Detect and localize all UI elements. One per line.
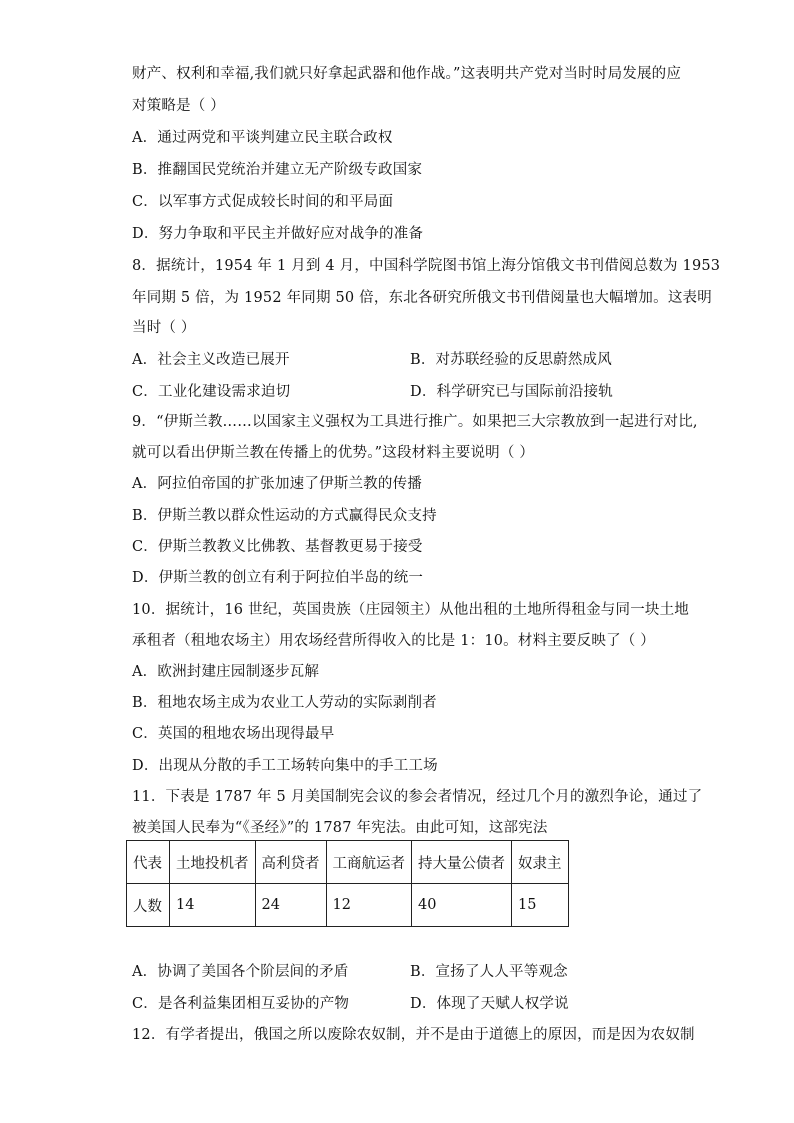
table-cell: 工商航运者 [326,841,412,884]
q11-stem-line-1: 11．下表是 1787 年 5 月美国制宪会议的参会者情况，经过几个月的激烈争论，通过了 [132,789,703,805]
q7-option-b: B．推翻国民党统治并建立无产阶级专政国家 [132,162,423,178]
q8-option-a: A．社会主义改造已展开 [132,352,290,368]
q10-stem-line-2: 承租者（租地农场主）用农场经营所得收入的比是 1：10。材料主要反映了（ ） [132,633,655,649]
q10-stem-line-1: 10．据统计，16 世纪，英国贵族（庄园领主）从他出租的土地所得租金与同一块土地 [132,602,690,618]
table-cell: 24 [255,884,326,927]
q9-option-a: A．阿拉伯帝国的扩张加速了伊斯兰教的传播 [132,476,422,492]
q7-stem-line-1: 财产、权利和幸福,我们就只好拿起武器和他作战。”这表明共产党对当时时局发展的应 [132,66,682,82]
q11-option-d: D．体现了天赋人权学说 [410,996,569,1012]
q9-option-d: D．伊斯兰教的创立有利于阿拉伯半岛的统一 [132,570,424,586]
q8-stem-line-1: 8．据统计，1954 年 1 月到 4 月，中国科学院图书馆上海分馆俄文书刊借阅总数为 1953 [132,258,721,274]
q7-option-d: D．努力争取和平民主并做好应对战争的准备 [132,226,424,242]
q10-option-d: D．出现从分散的手工工场转向集中的手工工场 [132,758,438,774]
table-cell: 15 [512,884,569,927]
table-cell: 12 [326,884,412,927]
table-cell: 土地投机者 [170,841,256,884]
table-cell: 14 [170,884,256,927]
table-cell: 代表 [127,841,170,884]
q7-option-c: C．以军事方式促成较长时间的和平局面 [132,194,394,210]
table-row-counts [127,884,569,927]
q11-option-b: B．宣扬了人人平等观念 [410,964,568,980]
q12-stem-line-1: 12．有学者提出，俄国之所以废除农奴制，并不是由于道德上的原因，而是因为农奴制 [132,1027,695,1043]
q10-option-a: A．欧洲封建庄园制逐步瓦解 [132,664,320,680]
table-row-header [127,841,569,884]
table-cell: 人数 [127,884,170,927]
table-cell: 奴隶主 [512,841,569,884]
q8-option-c: C．工业化建设需求迫切 [132,384,291,400]
q9-option-b: B．伊斯兰教以群众性运动的方式赢得民众支持 [132,508,437,524]
q8-option-d: D．科学研究已与国际前沿接轨 [410,384,613,400]
q11-stem-line-2: 被美国人民奉为“《圣经》”的 1787 年宪法。由此可知，这部宪法 [132,820,548,836]
q8-option-b: B．对苏联经验的反思蔚然成风 [410,352,612,368]
q9-stem-line-2: 就可以看出伊斯兰教在传播上的优势。”这段材料主要说明（ ） [132,445,535,461]
q10-option-b: B．租地农场主成为农业工人劳动的实际剥削者 [132,695,437,711]
q8-stem-line-3: 当时（ ） [132,320,196,336]
q7-stem-line-2: 对策略是（ ） [132,98,226,114]
q11-option-c: C．是各利益集团相互妥协的产物 [132,996,350,1012]
table-cell: 40 [412,884,512,927]
table-cell: 高利贷者 [255,841,326,884]
q9-stem-line-1: 9．“伊斯兰教……以国家主义强权为工具进行推广。如果把三大宗教放到一起进行对比, [132,414,698,430]
q10-option-c: C．英国的租地农场出现得最早 [132,726,335,742]
delegates-table [126,840,569,927]
q11-option-a: A．协调了美国各个阶层间的矛盾 [132,964,349,980]
q8-stem-line-2: 年同期 5 倍，为 1952 年同期 50 倍，东北各研究所俄文书刊借阅量也大幅增加。这表明 [132,290,712,306]
q7-option-a: A．通过两党和平谈判建立民主联合政权 [132,130,393,146]
table-cell: 持大量公债者 [412,841,512,884]
q9-option-c: C．伊斯兰教教义比佛教、基督教更易于接受 [132,539,423,555]
